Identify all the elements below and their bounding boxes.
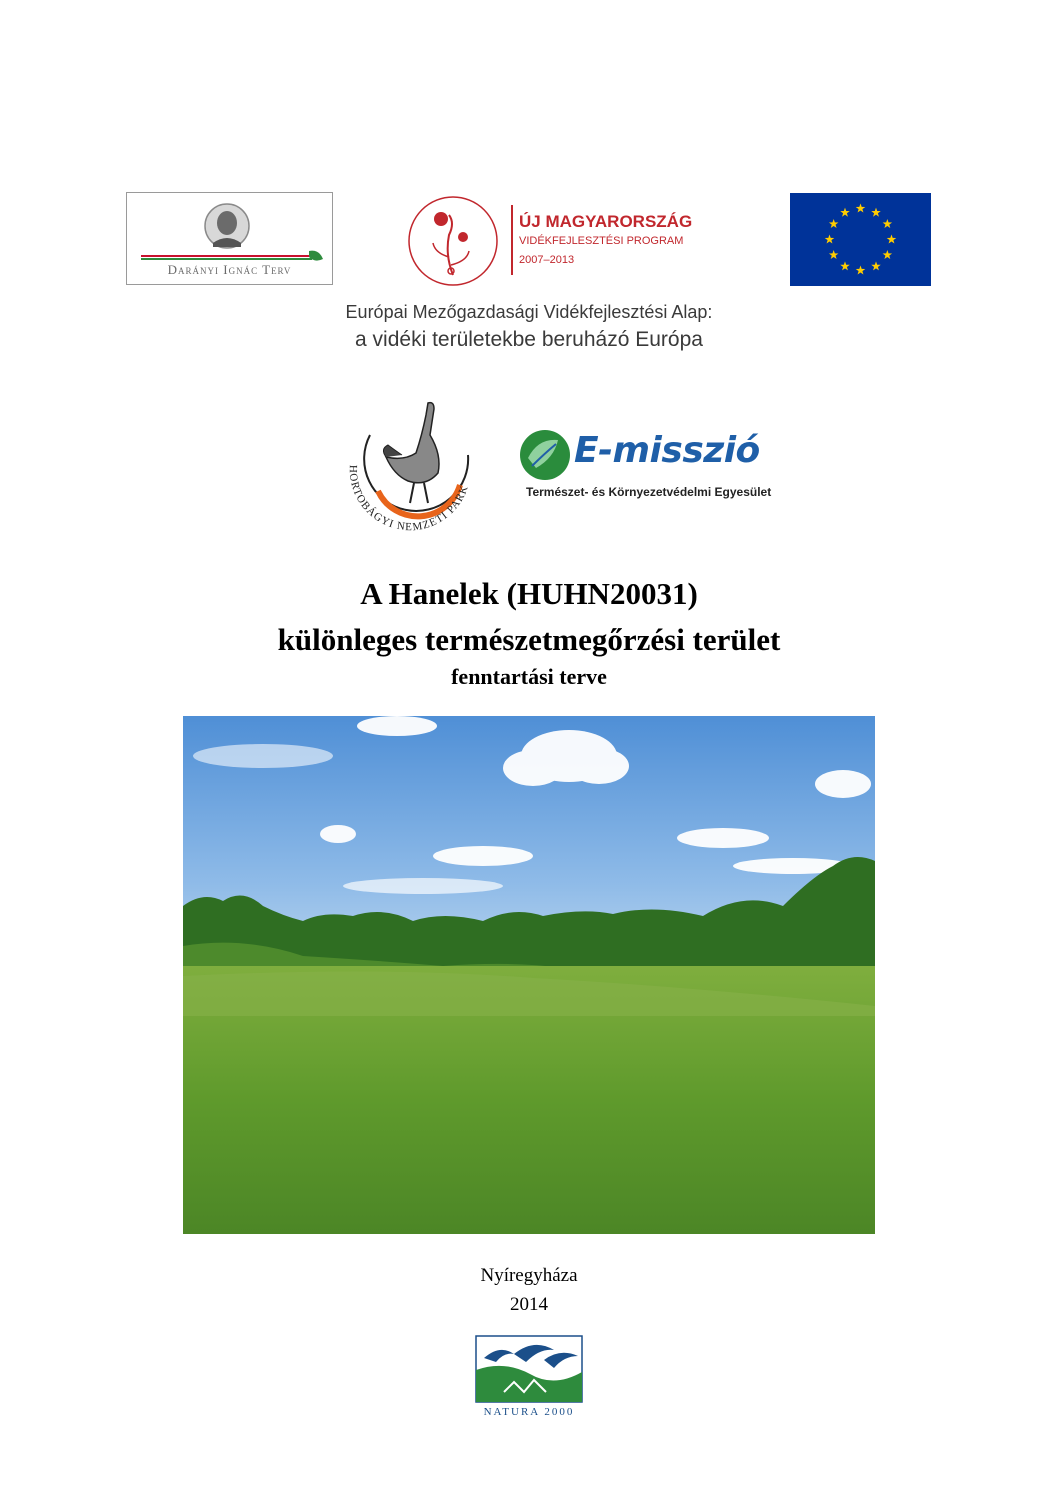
eu-star	[856, 266, 866, 275]
uj-magyarorszag-years: 2007–2013	[519, 254, 575, 266]
e-misszio-name: E-misszió	[574, 430, 760, 471]
document-subtitle: fenntartási terve	[451, 664, 607, 689]
hortobagyi-nemzeti-park-logo	[330, 395, 490, 545]
publication-year: 2014	[510, 1294, 548, 1315]
eafrd-line-1: Európai Mezőgazdasági Vidékfejlesztési Alap:	[345, 302, 713, 322]
eu-flag-icon	[790, 193, 931, 286]
eu-star	[829, 250, 839, 259]
e-misszio-subtitle: Természet- és Környezetvédelmi Egyesület	[526, 485, 772, 499]
eu-star	[883, 250, 893, 259]
crane-icon	[330, 395, 490, 545]
eu-star	[829, 219, 839, 228]
daranyi-ignac-terv-logo	[126, 192, 333, 285]
uj-magyarorszag-logo	[405, 195, 725, 290]
uj-magyarorszag-title: ÚJ MAGYARORSZÁG	[519, 212, 693, 231]
document-title-line-2: különleges természetmegőrzési terület	[277, 622, 781, 657]
natura-label: NATURA 2000	[483, 1406, 575, 1418]
uj-magyarorszag-program: VIDÉKFEJLESZTÉSI PROGRAM	[519, 235, 684, 247]
flower-emblem-icon	[405, 195, 505, 290]
meadow-photo	[183, 716, 875, 1234]
publication-city: Nyíregyháza	[480, 1265, 578, 1286]
uj-magyarorszag-divider	[511, 205, 513, 275]
e-misszio-logo	[518, 428, 788, 508]
eu-star	[887, 235, 897, 244]
document-title: A Hanelek (HUHN20031)	[360, 576, 698, 611]
eu-stars	[790, 193, 931, 286]
eu-star	[840, 208, 850, 217]
eafrd-line-2: a vidéki területekbe beruházó Európa	[355, 328, 703, 351]
eu-star	[825, 235, 835, 244]
eu-star	[871, 261, 881, 270]
globe-leaf-icon	[518, 428, 572, 482]
eu-star	[840, 261, 850, 270]
hnp-ring-text: HORTOBÁGYI NEMZETI PARK	[346, 464, 471, 534]
cover-photo	[183, 716, 875, 1234]
natura-birds-icon	[474, 1330, 584, 1406]
natura-2000-logo	[474, 1330, 584, 1425]
eu-star	[871, 208, 881, 217]
daranyi-label: Darányi Ignác Terv	[167, 262, 292, 277]
eu-star	[883, 219, 893, 228]
eu-star	[856, 204, 866, 213]
